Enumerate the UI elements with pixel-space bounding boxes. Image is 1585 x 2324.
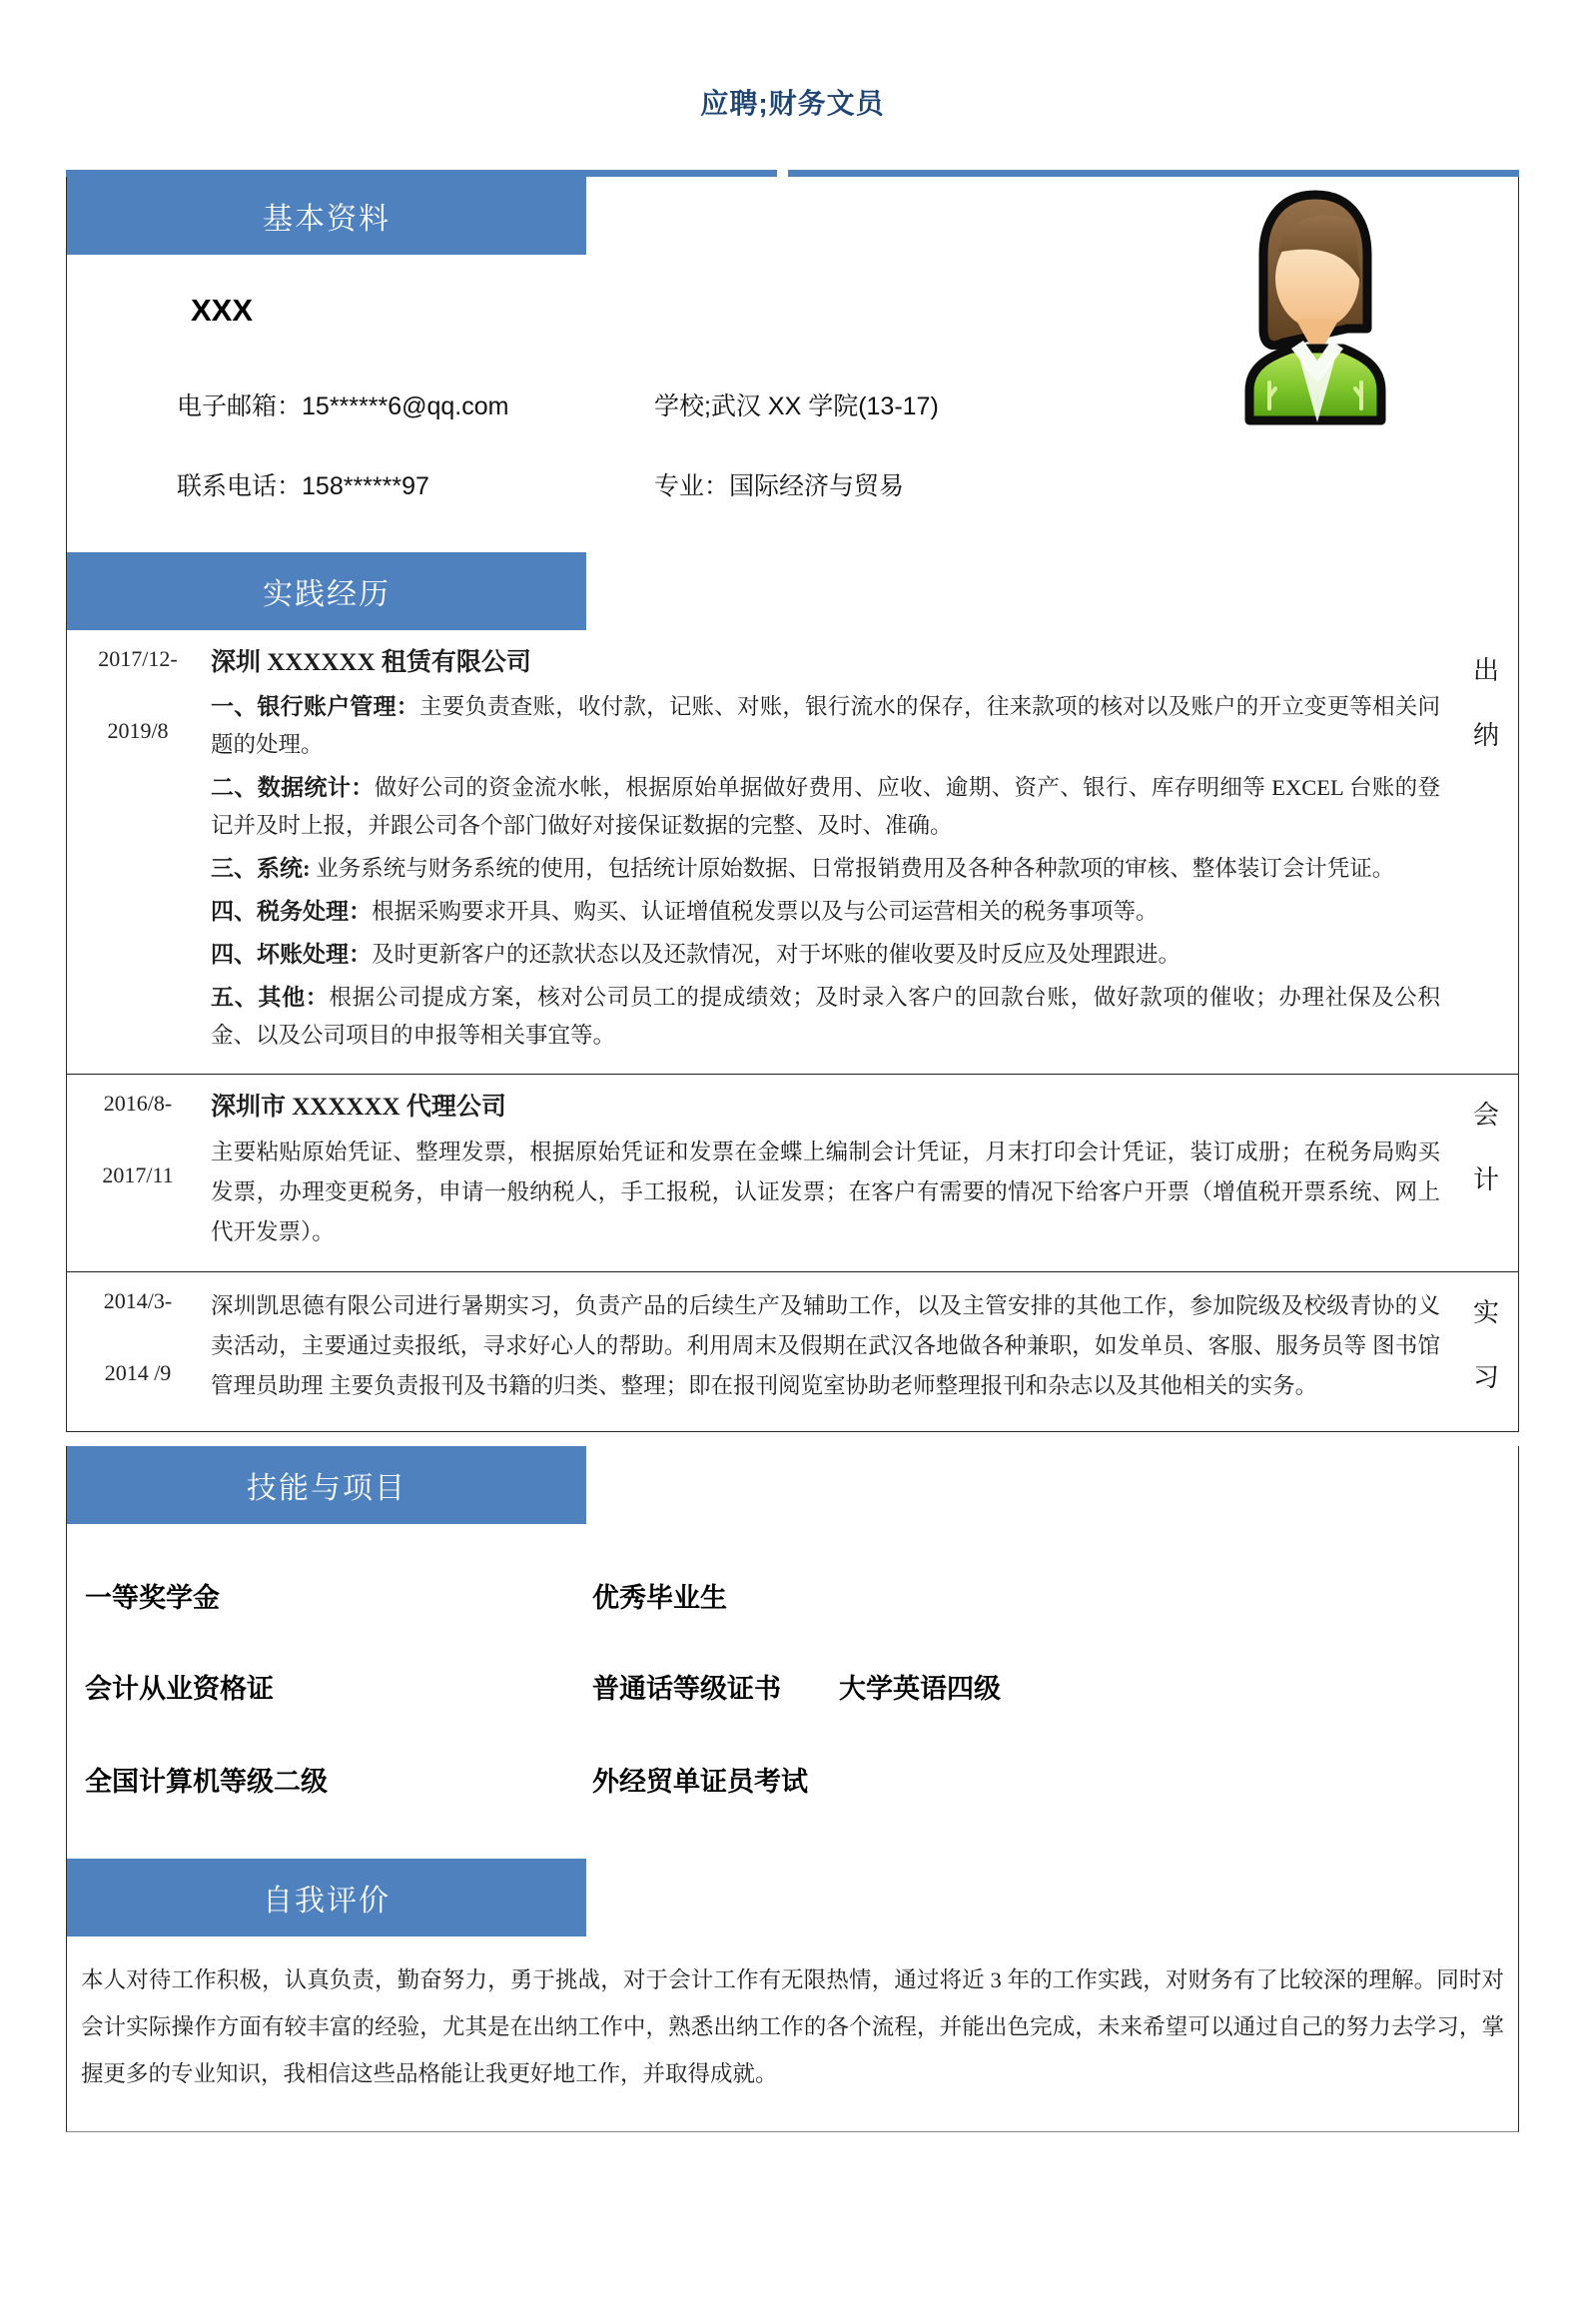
major-label: 专业： <box>654 472 730 500</box>
skill-item: 普通话等级证书 <box>592 1674 781 1704</box>
entry-2-body <box>209 1075 1454 1271</box>
resume-page <box>66 82 1519 2132</box>
duty-paragraph: 深圳凯思德有限公司进行暑期实习，负责产品的后续生产及辅助工作，以及主管安排的其他工作，参加院级及校级青协的义卖活动，主要通过卖报纸，寻求好心人的帮助。利用周末及假期在武汉各地做各种兼职，如发单员、客服、服务员等 图书馆管理员助理 主要负责报刊及书籍的归类、整理；即在报刊阅览室协助老师整理报刊和杂志以及其他相关的实务。 <box>211 1293 1440 1398</box>
school-value: 武汉 XX 学院(13-17) <box>710 392 939 420</box>
section-header-basic-info: 基本资料 <box>67 177 586 255</box>
duty-item <box>211 769 1440 845</box>
email-value: 15******6@qq.com <box>302 392 509 420</box>
duty-item <box>211 979 1440 1055</box>
section-header-self-evaluation: 自我评价 <box>67 1859 586 1937</box>
company-name: 深圳市 XXXXXX 代理公司 <box>211 1094 506 1121</box>
role-char: 习 <box>1472 1363 1499 1392</box>
date-end: 2017/11 <box>102 1162 174 1187</box>
duty-item <box>211 936 1440 974</box>
email-label: 电子邮箱： <box>177 392 303 420</box>
entry-2-role-accountant <box>1454 1075 1518 1271</box>
duty-paragraph: 主要粘贴原始凭证、整理发票，根据原始凭证和发票在金蝶上编制会计凭证，月末打印会计凭证，装订成册；在税务局购买发票，办理变更税务，申请一般纳税人，手工报税，认证发票；在客户有需要的情况下给客户开票（增值税开票系统、网上代开发票）。 <box>211 1140 1440 1244</box>
skill-item: 会计从业资格证 <box>85 1674 274 1704</box>
duty-text: 根据采购要求开具、购买、认证增值税发票以及与公司运营相关的税务事项等。 <box>372 899 1159 924</box>
duty-text: 主要负责查账，收付款，记账、对账，银行流水的保存，往来款项的核对以及账户的开立变更等相关问题的处理。 <box>211 694 1440 757</box>
divider-segment-left <box>66 170 777 177</box>
skill-item: 外经贸单证员考试 <box>592 1767 808 1797</box>
skill-item: 一等奖学金 <box>85 1583 220 1613</box>
phone-label: 联系电话： <box>177 472 303 500</box>
duty-label: 二、数据统计： <box>211 775 375 800</box>
female-avatar-icon <box>1234 187 1396 426</box>
entry-1-body <box>209 630 1454 1074</box>
major-field <box>654 466 904 502</box>
skill-row <box>85 1576 1518 1615</box>
company-name: 深圳 XXXXXX 租赁有限公司 <box>211 649 531 676</box>
entry-3-role-intern <box>1454 1272 1518 1425</box>
role-char: 实 <box>1472 1298 1499 1327</box>
skill-item: 大学英语四级 <box>839 1674 1001 1704</box>
skill-item: 全国计算机等级二级 <box>85 1767 328 1797</box>
duty-label: 四、税务处理： <box>211 899 372 924</box>
entry-2-dates <box>67 1075 209 1271</box>
school-field <box>654 387 939 422</box>
experience-entry-2 <box>67 1074 1518 1271</box>
title-divider <box>66 170 1519 177</box>
duty-text: 根据公司提成方案，核对公司员工的提成绩效；及时录入客户的回款台账，做好款项的催收；办理社保及公积金、以及公司项目的申报等相关事宜等。 <box>211 985 1440 1048</box>
skills-and-eval-box <box>66 1446 1519 2132</box>
entry-3-body <box>209 1272 1454 1425</box>
skill-row <box>85 1760 1518 1799</box>
skill-row <box>85 1667 1518 1706</box>
duty-text: 及时更新客户的还款状态以及还款情况，对于坏账的催收要及时反应及处理跟进。 <box>372 942 1182 967</box>
contact-row-2 <box>177 466 1518 502</box>
date-start: 2017/12- <box>98 646 178 671</box>
role-char: 会 <box>1472 1101 1499 1130</box>
experience-entry-1 <box>67 630 1518 1074</box>
duty-item <box>211 850 1440 888</box>
date-end: 2014 /9 <box>104 1360 172 1385</box>
candidate-name: XXX <box>191 293 254 328</box>
page-title: 应聘;财务文员 <box>700 88 885 119</box>
entry-1-role-cashier <box>1454 630 1518 1074</box>
basic-and-experience-box <box>66 177 1519 1432</box>
date-start: 2014/3- <box>103 1288 173 1313</box>
entry-3-dates <box>67 1272 209 1425</box>
date-start: 2016/8- <box>103 1091 173 1116</box>
section-header-experience: 实践经历 <box>67 552 586 630</box>
date-end: 2019/8 <box>107 718 169 743</box>
email-field <box>177 387 654 422</box>
role-char: 纳 <box>1472 721 1499 750</box>
major-value: 国际经济与贸易 <box>729 472 905 500</box>
phone-field <box>177 466 654 502</box>
profile-photo <box>1234 187 1396 426</box>
role-char: 计 <box>1472 1165 1499 1194</box>
duty-label: 三、系统: <box>211 856 311 881</box>
phone-value: 158******97 <box>302 472 429 500</box>
school-label: 学校; <box>654 392 711 420</box>
duty-text: 业务系统与财务系统的使用，包括统计原始数据、日常报销费用及各种各种款项的审核、整体装订会计凭证。 <box>310 856 1395 881</box>
role-char: 出 <box>1472 656 1499 685</box>
duty-label: 四、坏账处理： <box>211 942 372 967</box>
duty-item <box>211 893 1440 931</box>
self-evaluation-text: 本人对待工作积极，认真负责，勤奋努力，勇于挑战，对于会计工作有无限热情，通过将近 3 年的工作实践，对财务有了比较深的理解。同时对会计实际操作方面有较丰富的经验，尤其是在出纳工作中，熟悉出纳工作的各个流程，并能出色完成，未来希望可以通过自己的努力去学习，掌握更多的专业知识，我相信这些品格能让我更好地工作，并取得成就。 <box>81 1967 1504 2086</box>
skill-item: 优秀毕业生 <box>592 1583 727 1613</box>
divider-segment-right <box>788 170 1519 177</box>
section-header-skills: 技能与项目 <box>67 1446 586 1524</box>
entry-1-dates <box>67 630 209 1074</box>
duty-text: 做好公司的资金流水帐，根据原始单据做好费用、应收、逾期、资产、银行、库存明细等 EXCEL 台账的登记并及时上报，并跟公司各个部门做好对接保证数据的完整、及时、准确。 <box>211 775 1441 838</box>
experience-entry-3 <box>67 1271 1518 1425</box>
duty-item <box>211 688 1440 764</box>
duty-label: 一、银行账户管理： <box>211 694 419 719</box>
duty-label: 五、其他： <box>211 985 330 1010</box>
divider-gap <box>777 170 788 177</box>
